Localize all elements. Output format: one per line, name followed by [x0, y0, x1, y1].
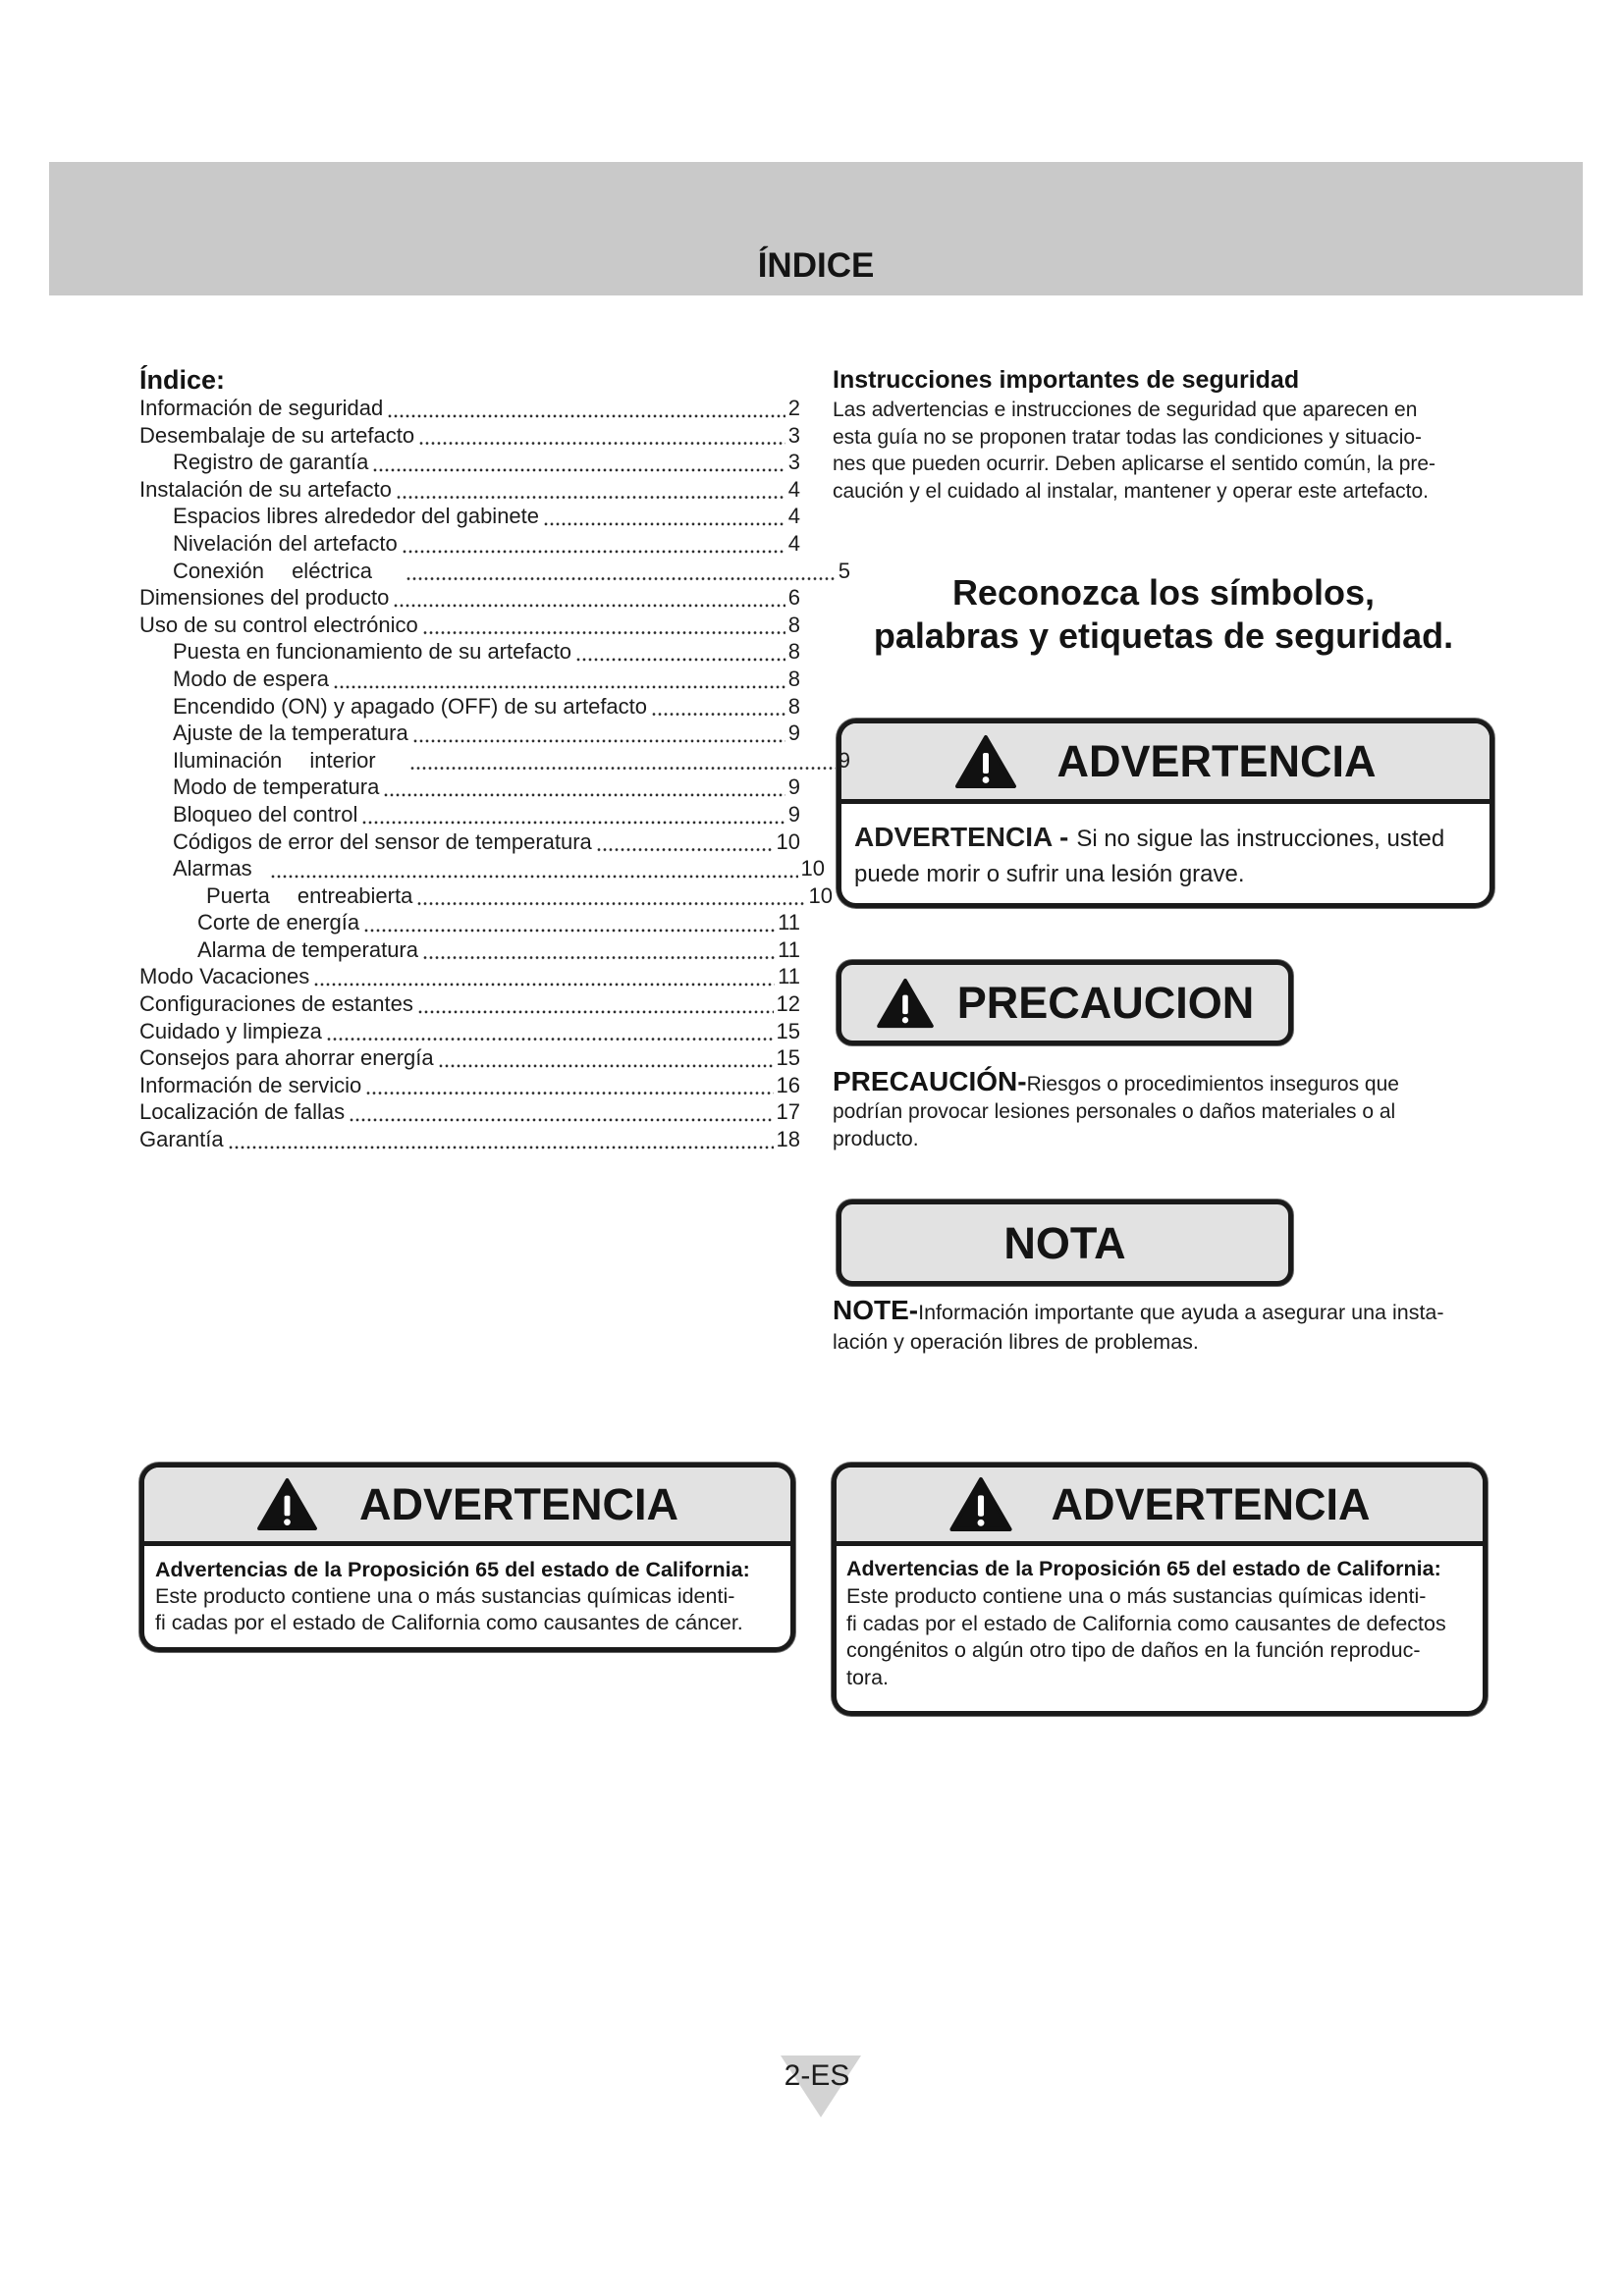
table-of-contents	[139, 365, 850, 1153]
toc-entry-label: Dimensiones del producto	[139, 585, 390, 611]
caution-signal-box	[837, 960, 1293, 1045]
prop65-reproductive-title: ADVERTENCIA	[1051, 1479, 1371, 1529]
toc-entry	[139, 638, 800, 666]
recognize-line: Reconozca los símbolos,	[951, 572, 1376, 613]
toc-dot-leader	[406, 558, 836, 585]
toc-entry-label: Información de seguridad	[139, 396, 384, 420]
toc-dot-leader	[313, 963, 775, 990]
toc-entry-label: Corte de energía	[197, 910, 360, 935]
toc-entry-page: 4	[787, 476, 800, 502]
toc-entry	[139, 936, 800, 964]
toc-entry	[139, 503, 800, 530]
toc-entry	[139, 584, 800, 612]
prop65-reproductive-body	[837, 1546, 1483, 1692]
note-signal-box	[837, 1200, 1293, 1286]
toc-entry-page: 11	[778, 910, 800, 935]
warning-triangle-icon	[876, 978, 935, 1029]
page-number: 2-ES	[784, 2059, 850, 2092]
note-description	[833, 1296, 1444, 1357]
toc-entry	[139, 422, 800, 450]
prop65-reproductive-line: Este producto contiene una o más sustancias químicas identi-	[846, 1583, 1427, 1608]
safety-line: nes que pueden ocurrir. Deben aplicarse el sentido común, la pre-	[833, 453, 1436, 476]
toc-dot-leader	[596, 828, 774, 856]
toc-entry-page: 9	[787, 801, 800, 827]
toc-entry-page: 9	[838, 747, 850, 773]
toc-entry	[139, 828, 800, 856]
toc-dot-leader	[349, 1098, 773, 1126]
note-lead: NOTE-	[833, 1295, 919, 1325]
toc-entry-page: 4	[787, 530, 800, 556]
toc-entry-label: Configuraciones de estantes	[139, 991, 413, 1017]
warning-triangle-icon	[948, 1476, 1013, 1532]
warning-triangle-icon	[256, 1477, 318, 1531]
toc-entry-label: Uso de su control electrónico	[139, 612, 418, 637]
toc-entry	[139, 855, 825, 882]
toc-entry-label: Cuidado y limpieza	[139, 1018, 322, 1043]
toc-entry	[139, 1072, 800, 1099]
safety-line: esta guía no se proponen tratar todas las condiciones y situacio-	[833, 425, 1423, 449]
toc-entry	[139, 395, 800, 422]
caution-text: Riesgos o procedimientos inseguros que	[1026, 1073, 1399, 1095]
safety-line: caución y el cuidado al instalar, mantener y operar este artefacto.	[833, 479, 1430, 503]
toc-entry-label: Códigos de error del sensor de temperatura	[173, 828, 592, 854]
toc-entry-label: Instalación de su artefacto	[139, 476, 392, 502]
toc-entry-page: 9	[787, 774, 800, 800]
toc-dot-leader	[409, 747, 836, 774]
toc-entry-page: 11	[778, 964, 800, 989]
toc-entry-label: Espacios libres alrededor del gabinete	[173, 504, 540, 529]
note-text: Información importante que ayuda a asegurar una insta-	[918, 1301, 1444, 1324]
toc-entry-page: 9	[787, 721, 800, 746]
toc-entry	[139, 801, 800, 828]
toc-dot-leader	[412, 720, 785, 747]
toc-entry	[139, 774, 800, 801]
toc-entry-label: Garantía	[139, 1127, 224, 1152]
toc-entry-page: 6	[787, 585, 800, 611]
toc-dot-leader	[372, 449, 785, 476]
recognize-symbols-heading	[833, 571, 1494, 658]
toc-entry	[139, 1018, 800, 1045]
caution-line: producto.	[833, 1128, 919, 1150]
toc-entry-label: Ajuste de la temperatura	[173, 721, 408, 746]
warning-triangle-icon	[954, 734, 1017, 789]
toc-entry-label: Puerta entreabierta	[206, 882, 413, 908]
caution-signal-title: PRECAUCION	[956, 978, 1255, 1028]
note-signal-title: NOTA	[1003, 1217, 1126, 1268]
toc-dot-leader	[575, 638, 785, 666]
toc-entry	[139, 530, 800, 558]
toc-entry-label: Iluminación interior	[173, 747, 376, 773]
toc-entry-page: 15	[776, 1018, 800, 1043]
toc-entry-page: 17	[776, 1099, 800, 1125]
caution-description	[833, 1068, 1399, 1153]
toc-dot-leader	[416, 882, 805, 910]
note-line: lación y operación libres de problemas.	[833, 1330, 1199, 1354]
warning-signal-line: puede morir o sufrir una lesión grave.	[854, 860, 1245, 887]
toc-entry-page: 18	[776, 1127, 800, 1152]
toc-entry-label: Modo Vacaciones	[139, 964, 310, 989]
toc-dot-leader	[418, 422, 785, 450]
toc-dot-leader	[365, 1072, 773, 1099]
toc-entry	[139, 612, 800, 639]
toc-entry	[139, 476, 800, 504]
toc-entry-page: 12	[776, 991, 800, 1017]
toc-entry-page: 8	[787, 666, 800, 691]
toc-entry	[139, 963, 800, 990]
note-line	[833, 1296, 1444, 1327]
warning-signal-line	[854, 821, 1489, 858]
toc-dot-leader	[422, 612, 785, 639]
caution-lead: PRECAUCIÓN-	[833, 1066, 1027, 1096]
prop65-cancer-body	[144, 1546, 790, 1636]
toc-dot-leader	[363, 909, 775, 936]
toc-entry	[139, 449, 800, 476]
toc-entry-page: 11	[778, 936, 800, 962]
toc-entry-page: 8	[787, 693, 800, 719]
toc-entry-page: 5	[838, 558, 850, 583]
toc-entry	[139, 666, 800, 693]
toc-entry-label: Registro de garantía	[173, 450, 369, 475]
toc-entry-label: Alarma de temperatura	[197, 936, 418, 962]
toc-entry	[139, 909, 800, 936]
toc-dot-leader	[417, 990, 774, 1018]
toc-entry-label: Conexión eléctrica	[173, 558, 372, 583]
toc-entry-page: 8	[787, 612, 800, 637]
warning-signal-title: ADVERTENCIA	[1056, 736, 1377, 786]
toc-entry-page: 2	[787, 396, 800, 420]
warning-signal-lead: ADVERTENCIA -	[854, 821, 1069, 852]
toc-dot-leader	[270, 855, 798, 882]
toc-dot-leader	[396, 476, 785, 504]
toc-entry-label: Localización de fallas	[139, 1099, 346, 1125]
toc-entry-label: Puesta en funcionamiento de su artefacto	[173, 639, 572, 665]
prop65-cancer-header	[144, 1468, 790, 1546]
toc-entry-label: Consejos para ahorrar energía	[139, 1045, 434, 1071]
header-band	[49, 162, 1583, 295]
toc-list	[139, 395, 850, 1153]
toc-entry-label: Alarmas	[173, 856, 252, 881]
prop65-reproductive-heading: Advertencias de la Proposición 65 del estado de California:	[846, 1557, 1441, 1580]
toc-dot-leader	[438, 1044, 774, 1072]
toc-entry	[139, 747, 850, 774]
caution-line: podrían provocar lesiones personales o daños materiales o al	[833, 1100, 1396, 1123]
toc-entry-page: 3	[787, 422, 800, 448]
toc-entry-label: Encendido (ON) y apagado (OFF) de su artefacto	[173, 693, 648, 719]
warning-signal-body	[841, 804, 1489, 890]
safety-paragraph	[833, 397, 1435, 505]
toc-entry-label: Desembalaje de su artefacto	[139, 422, 415, 448]
safety-heading: Instrucciones importantes de seguridad	[833, 366, 1300, 394]
warning-signal-text: Si no sigue las instrucciones, usted	[1076, 825, 1445, 852]
toc-heading: Índice:	[139, 365, 226, 395]
toc-dot-leader	[228, 1126, 774, 1153]
prop65-reproductive-warning-box	[832, 1463, 1488, 1716]
toc-entry-label: Modo de espera	[173, 666, 329, 691]
toc-entry-page: 10	[808, 882, 833, 908]
prop65-reproductive-line: fi cadas por el estado de California como causantes de defectos	[846, 1611, 1446, 1635]
toc-entry-label: Nivelación del artefacto	[173, 530, 398, 556]
toc-dot-leader	[383, 774, 785, 801]
prop65-reproductive-line: tora.	[846, 1666, 890, 1690]
toc-entry-label: Modo de temperatura	[173, 774, 380, 800]
safety-line: Las advertencias e instrucciones de seguridad que aparecen en	[833, 399, 1418, 421]
toc-entry-page: 16	[776, 1072, 800, 1097]
prop65-cancer-warning-box	[139, 1463, 795, 1652]
prop65-cancer-heading: Advertencias de la Proposición 65 del estado de California:	[155, 1557, 750, 1581]
recognize-line: palabras y etiquetas de seguridad.	[873, 615, 1454, 656]
toc-dot-leader	[651, 693, 785, 721]
toc-dot-leader	[361, 801, 785, 828]
toc-entry-page: 10	[776, 828, 800, 854]
toc-entry-label: Información de servicio	[139, 1072, 362, 1097]
prop65-cancer-title: ADVERTENCIA	[358, 1479, 679, 1529]
toc-entry	[139, 990, 800, 1018]
toc-dot-leader	[326, 1018, 774, 1045]
toc-entry-label: Bloqueo del control	[173, 801, 358, 827]
prop65-cancer-line: fi cadas por el estado de California como causantes de cáncer.	[155, 1610, 743, 1634]
prop65-reproductive-line: congénitos o algún otro tipo de daños en la función reproduc-	[846, 1638, 1421, 1663]
toc-entry	[139, 558, 850, 585]
toc-entry-page: 4	[787, 504, 800, 529]
toc-entry	[139, 1044, 800, 1072]
toc-entry	[139, 693, 800, 721]
page-title: ÍNDICE	[757, 246, 875, 285]
toc-dot-leader	[402, 530, 785, 558]
toc-entry	[139, 882, 833, 910]
toc-entry	[139, 1098, 800, 1126]
toc-dot-leader	[543, 503, 785, 530]
toc-entry	[139, 1126, 800, 1153]
prop65-cancer-line: Este producto contiene una o más sustancias químicas identi-	[155, 1583, 735, 1608]
caution-line	[833, 1068, 1399, 1098]
toc-entry-page: 15	[776, 1045, 800, 1071]
toc-dot-leader	[393, 584, 785, 612]
toc-entry-page: 3	[787, 450, 800, 475]
toc-entry	[139, 720, 800, 747]
toc-entry-page: 8	[787, 639, 800, 665]
toc-dot-leader	[333, 666, 785, 693]
prop65-reproductive-header	[837, 1468, 1483, 1546]
toc-dot-leader	[422, 936, 775, 964]
toc-dot-leader	[387, 395, 785, 422]
warning-signal-header	[838, 723, 1489, 804]
toc-entry-page: 10	[800, 856, 825, 881]
warning-signal-box	[837, 719, 1494, 908]
